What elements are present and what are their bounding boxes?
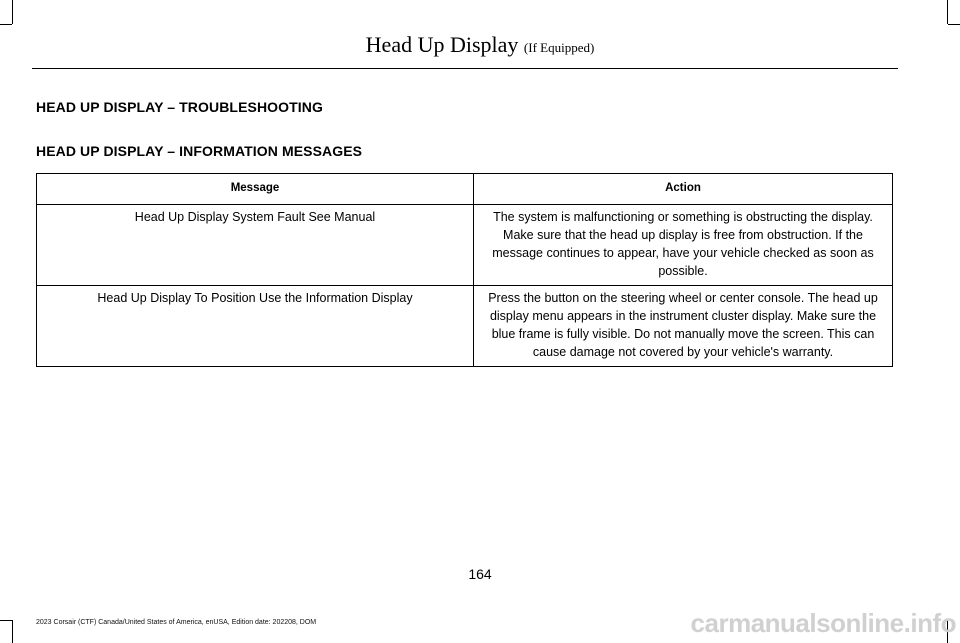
- table-row: [37, 286, 893, 367]
- column-header-message: Message: [37, 174, 474, 205]
- crop-mark: [0, 24, 12, 25]
- action-cell: The system is malfunctioning or something is obstructing the display. Make sure that the head up display is free from obstruction. If the message continues to appear, have your vehicle checked as soon as possible.: [474, 205, 893, 286]
- footer-edition-info: 2023 Corsair (CTF) Canada/United States of America, enUSA, Edition date: 202208, DOM: [36, 619, 317, 626]
- crop-mark: [12, 0, 13, 24]
- table-header-row: [37, 174, 893, 205]
- crop-mark: [948, 24, 960, 25]
- crop-mark: [0, 620, 12, 621]
- crop-mark: [12, 620, 13, 643]
- header-title-suffix: (If Equipped): [523, 40, 595, 55]
- table-row: [37, 205, 893, 286]
- page-number: 164: [468, 566, 492, 582]
- header-title-text: Head Up Display: [365, 32, 519, 57]
- action-cell: Press the button on the steering wheel or center console. The head up display menu appears in the instrument cluster display. Make sure the blue frame is fully visible. Do not manually move the screen. This can cause damage not covered by your vehicle's warranty.: [474, 286, 893, 367]
- crop-mark: [947, 0, 948, 24]
- column-header-action: Action: [474, 174, 893, 205]
- message-cell: Head Up Display To Position Use the Information Display: [37, 286, 474, 367]
- message-cell: Head Up Display System Fault See Manual: [37, 205, 474, 286]
- section-title: HEAD UP DISPLAY – TROUBLESHOOTING: [36, 99, 323, 115]
- page-header-title: [0, 32, 960, 58]
- watermark-text: carmanualsonline.info: [690, 608, 956, 638]
- information-messages-table: [36, 173, 893, 367]
- header-divider: [32, 68, 898, 69]
- subsection-title: HEAD UP DISPLAY – INFORMATION MESSAGES: [36, 143, 363, 159]
